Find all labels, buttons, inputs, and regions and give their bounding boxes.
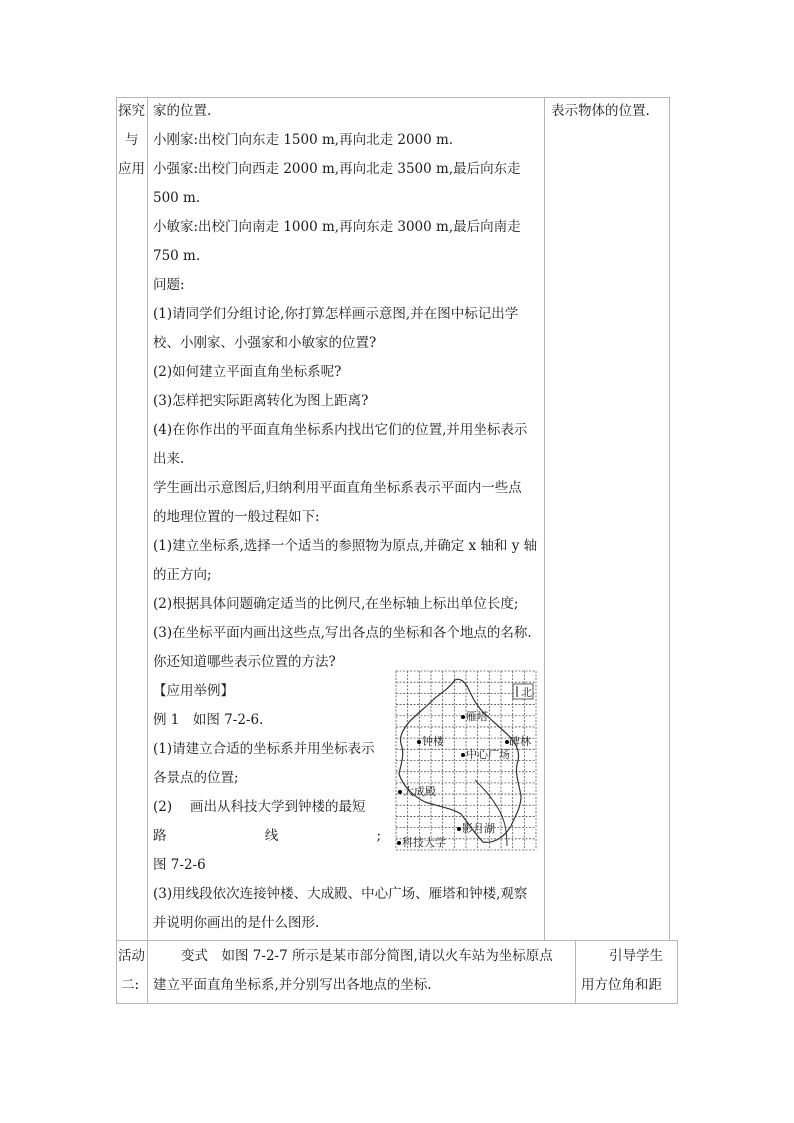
text-line: 并说明你画出的是什么图形. <box>153 915 320 931</box>
place-center-square: 中心广场 <box>466 748 510 761</box>
text-line: 750 m. <box>153 248 201 264</box>
text-line: 学生画出示意图后,归纳利用平面直角坐标系表示平面内一些点 <box>153 480 522 496</box>
example-title: 例 1 如图 7-2-6. <box>153 712 264 728</box>
row2-label-2: 二: <box>121 977 140 993</box>
text-line: 小刚家:出校门向东走 1500 m,再向北走 2000 m. <box>153 132 454 148</box>
activity2-line: 变式 如图 7-2-7 所示是某市部分简图,请以火车站为坐标原点 <box>181 948 553 964</box>
text-line: (4)在你作出的平面直角坐标系内找出它们的位置,并用坐标表示 <box>153 422 528 438</box>
table-bottom-border <box>116 1003 678 1004</box>
place-beilin: 碑林 <box>509 735 531 748</box>
right-note-2a: 引导学生 <box>609 948 663 964</box>
text-line: 家的位置. <box>153 103 212 119</box>
q2-word: ; <box>376 828 381 844</box>
row-divider <box>116 940 678 941</box>
question-2-line2 <box>153 828 381 844</box>
col-divider-3a <box>669 97 670 940</box>
q2-word: 线 <box>264 828 279 844</box>
point-keji-university <box>397 841 401 845</box>
text-line: (3)在坐标平面内画出这些点,写出各点的坐标和各个地点的名称. <box>153 625 532 641</box>
place-dachengdian: 大成殿 <box>403 785 436 798</box>
row1-label-2: 与 <box>125 132 139 148</box>
text-line: 校、小刚家、小强家和小敏家的位置? <box>153 335 377 351</box>
text-line: 小敏家:出校门向南走 1000 m,再向东走 3000 m,最后向南走 <box>153 219 521 235</box>
map-figure <box>395 670 537 851</box>
row1-label-1: 探究 <box>118 103 145 119</box>
point-yanta <box>461 715 465 719</box>
text-line: 的正方向; <box>153 567 212 583</box>
text-line: 出来. <box>153 451 185 467</box>
text-line: 问题: <box>153 277 185 293</box>
text-line: (3)用线段依次连接钟楼、大成殿、中心广场、雁塔和钟楼,观察 <box>153 886 528 902</box>
section-heading: 【应用举例】 <box>153 683 234 699</box>
place-zhonglou: 钟楼 <box>422 735 444 748</box>
place-yanta: 雁塔 <box>466 710 488 723</box>
text-line: (2)如何建立平面直角坐标系呢? <box>153 364 342 380</box>
text-line: 小强家:出校门向西走 2000 m,再向北走 3500 m,最后向东走 <box>153 161 521 177</box>
place-yingyuehu: 影月湖 <box>462 822 495 835</box>
place-keji-university: 科技大学 <box>402 836 446 849</box>
text-line: 的地理位置的一般过程如下: <box>153 509 320 525</box>
right-note: 表示物体的位置. <box>551 103 650 119</box>
activity2-line: 建立平面直角坐标系,并分别写出各地点的坐标. <box>153 977 432 993</box>
text-line: (1)建立坐标系,选择一个适当的参照物为原点,并确定 x 轴和 y 轴 <box>153 538 538 554</box>
text-line: (1)请建立合适的坐标系并用坐标表示 <box>153 741 375 757</box>
col-divider-1 <box>147 97 148 1003</box>
point-center-square <box>461 753 465 757</box>
text-line: 各景点的位置; <box>153 770 239 786</box>
q2-word: 路 <box>153 828 167 844</box>
text-line: (3)怎样把实际距离转化为图上距离? <box>153 393 369 409</box>
table-left-border <box>116 97 117 1003</box>
row2-label-1: 活动 <box>118 948 145 964</box>
point-yingyuehu <box>457 827 461 831</box>
table-right-border <box>677 940 678 1003</box>
question-2-text: 画出从科技大学到钟楼的最短 <box>190 799 366 815</box>
right-note-2b: 用方位角和距 <box>581 977 662 993</box>
text-line: 你还知道哪些表示位置的方法? <box>153 654 336 670</box>
table-top-border <box>116 97 670 98</box>
col-divider-2b <box>575 940 576 1003</box>
figure-caption: 图 7-2-6 <box>153 857 206 873</box>
text-line: (1)请同学们分组讨论,你打算怎样画示意图,并在图中标记出学 <box>153 306 519 322</box>
question-2-label: (2) <box>153 799 173 815</box>
text-line: (2)根据具体问题确定适当的比例尺,在坐标轴上标出单位长度; <box>153 596 519 612</box>
row1-label-3: 应用 <box>118 161 145 177</box>
point-dachengdian <box>398 790 402 794</box>
point-zhonglou <box>417 740 421 744</box>
north-label: 北 <box>521 686 532 699</box>
text-line: 500 m. <box>153 190 201 206</box>
col-divider-2a <box>544 97 545 940</box>
